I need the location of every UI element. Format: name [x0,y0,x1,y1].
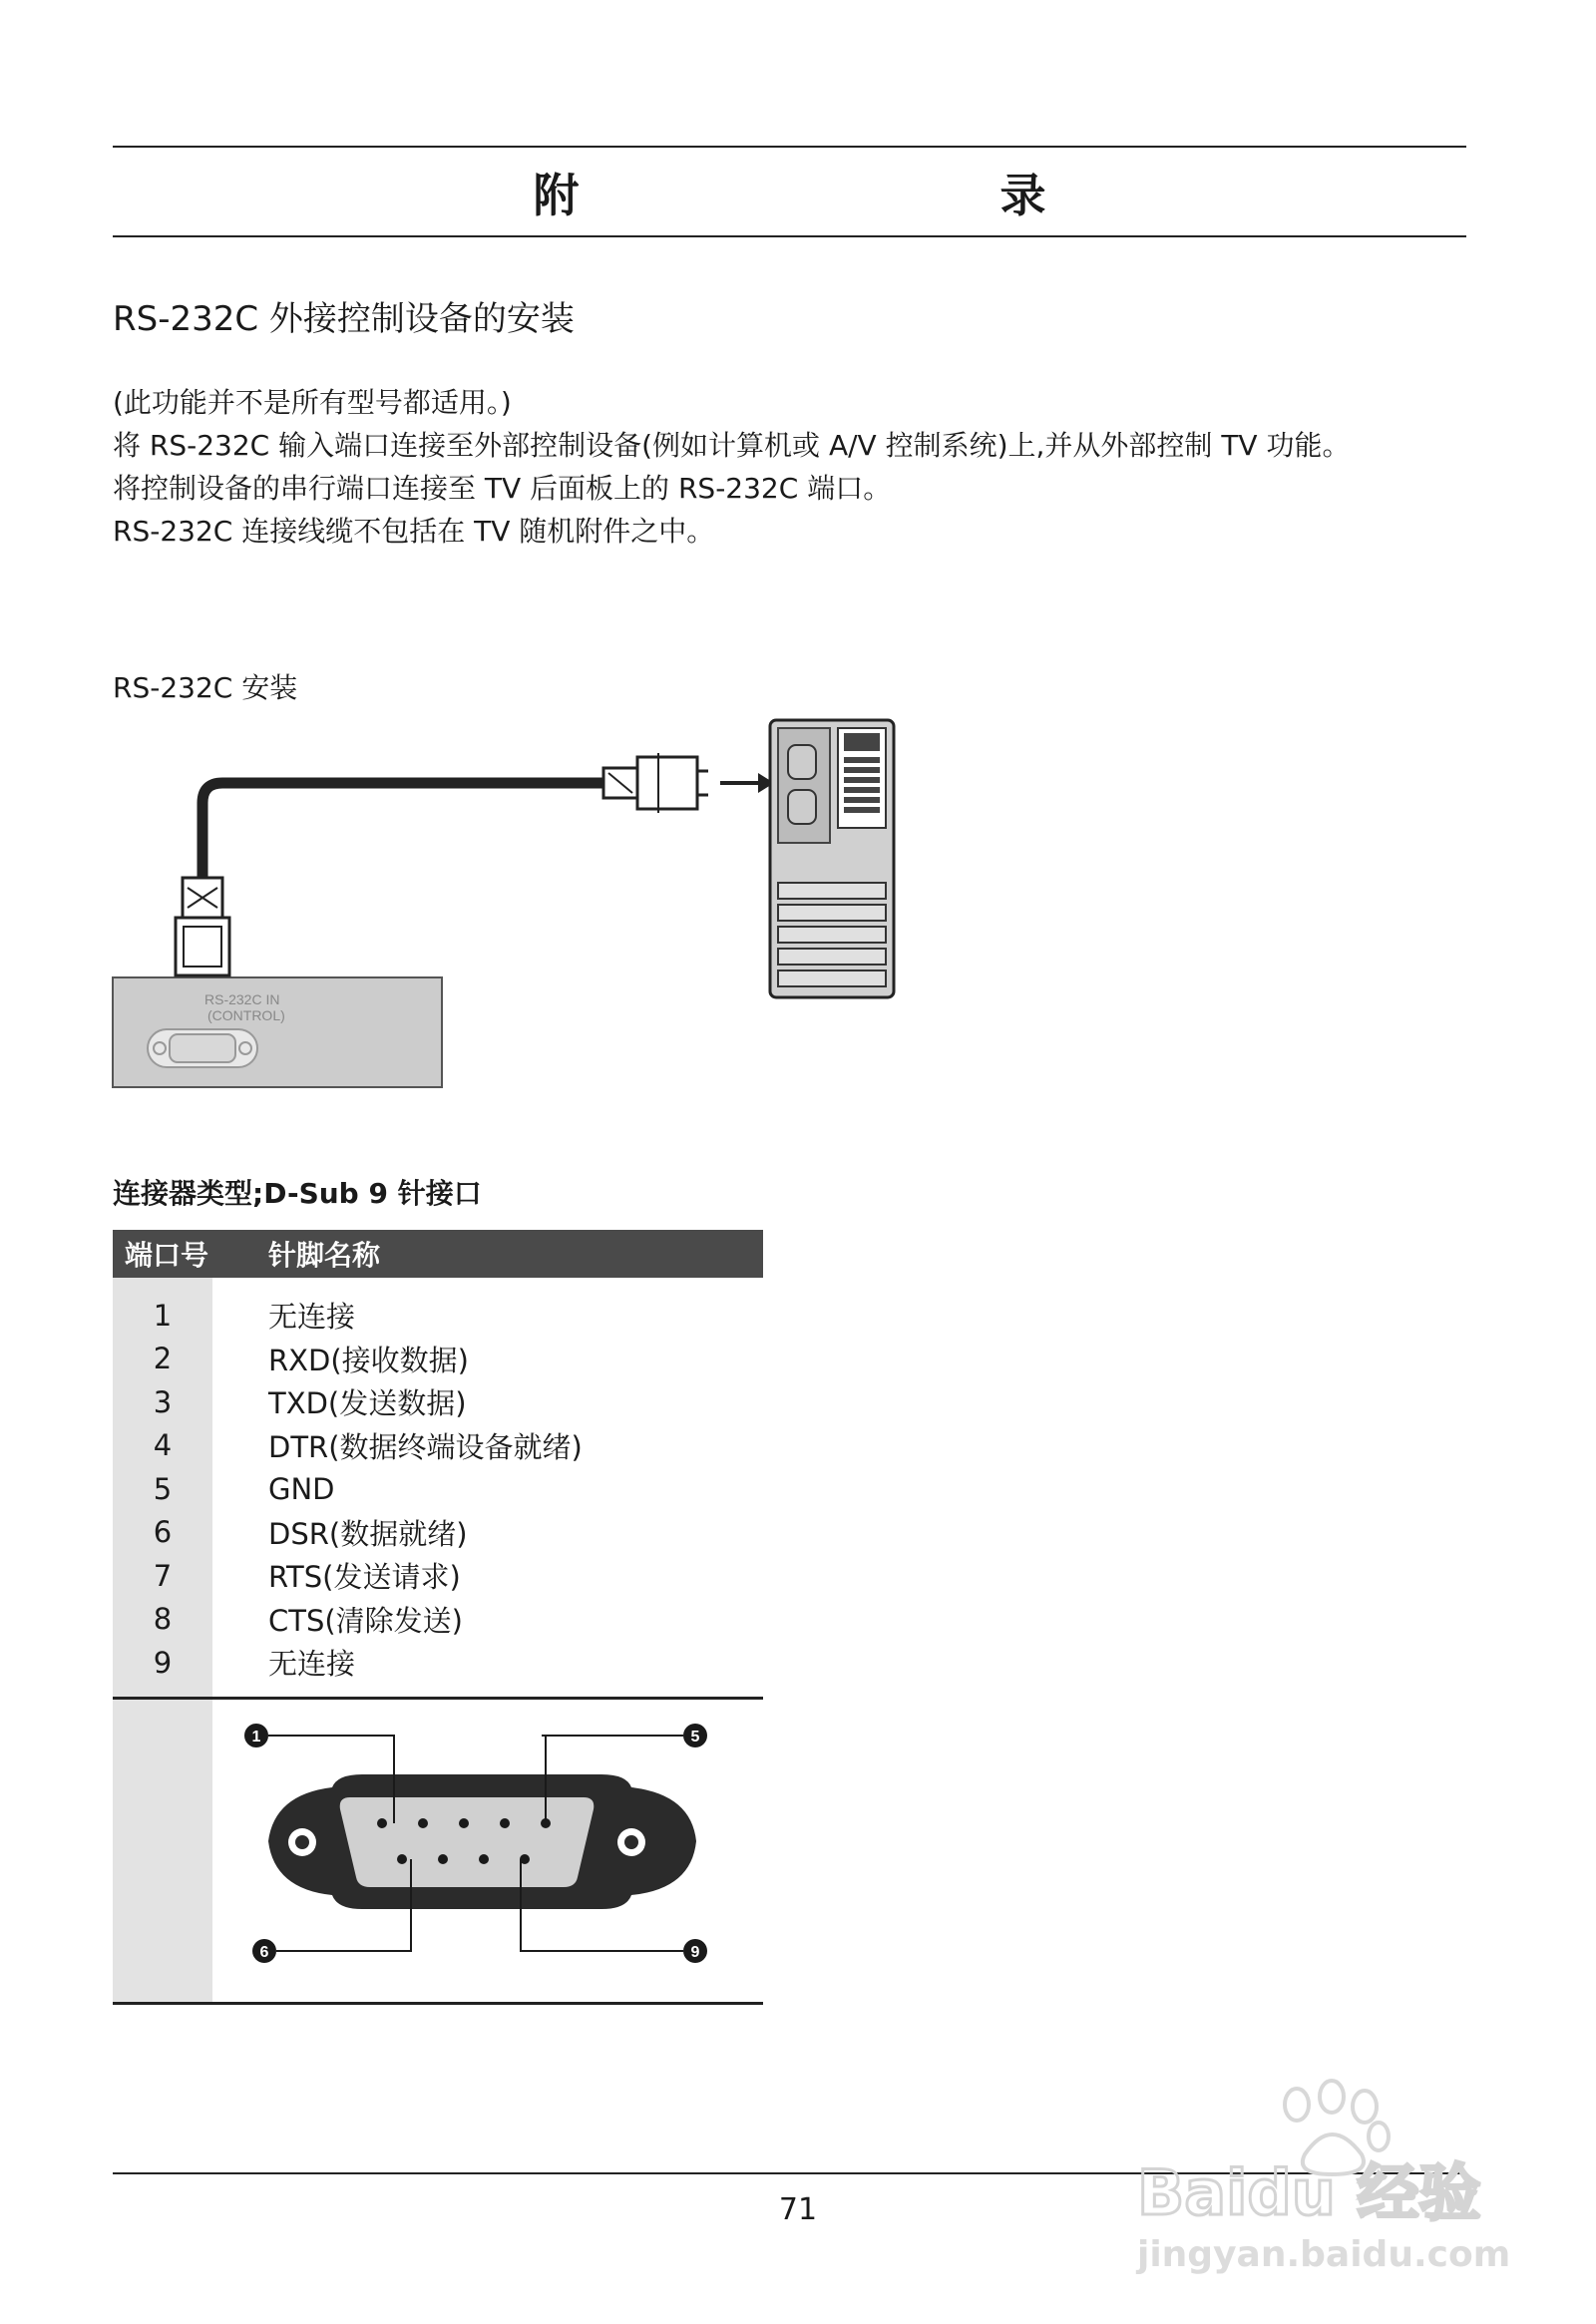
pin-5-marker [683,1724,707,1747]
section-heading: RS-232C 外接控制设备的安装 [113,299,575,339]
pin-assignment-table [113,1230,763,2005]
computer-tower-icon [770,720,894,997]
pin-name: RTS(发送请求) [268,1560,461,1595]
pin-6-marker [252,1939,276,1963]
pin-9-marker [683,1939,707,1963]
port-label: RS-232C IN [204,991,280,1007]
intro-paragraph: 将 RS-232C 输入端口连接至外部控制设备(例如计算机或 A/V 控制系统)上,并从外部控制 TV 功能。 [113,429,1351,462]
pin-number: 6 [113,1511,212,1555]
watermark-url: jingyan.baidu.com [1137,2234,1511,2275]
table-row [113,1338,763,1381]
pin-name: TXD(发送数据) [268,1386,467,1421]
page-number: 71 [778,2192,818,2227]
rs232-in-port-icon [148,1029,257,1067]
table-row [113,1424,763,1468]
pin-name: DTR(数据终端设备就绪) [268,1429,583,1464]
pin-1-marker [244,1724,268,1747]
pin-number: 7 [113,1554,212,1598]
svg-text:1: 1 [251,1728,261,1745]
rs232-installation-diagram [100,713,918,1102]
connector-type-caption: 连接器类型;D-Sub 9 针接口 [113,1177,482,1210]
title-underline [113,235,1466,237]
table-row [113,1467,763,1511]
pin-number: 5 [113,1467,212,1511]
cable-plug-tv-side [176,878,229,975]
dsub9-pinout-diagram [212,1700,761,1995]
install-label: RS-232C 安装 [113,671,298,704]
arrow-right-icon [720,773,774,793]
baidu-jingyan-watermark [1127,2075,1526,2284]
svg-text:6: 6 [259,1943,269,1961]
pin-number: 4 [113,1424,212,1468]
column-header-port: 端口号 [113,1230,212,1278]
table-row [113,1380,763,1424]
intro-note: (此功能并不是所有型号都适用。) [113,386,512,419]
table-row [113,1554,763,1598]
pin-number: 2 [113,1338,212,1381]
svg-text:9: 9 [690,1943,700,1961]
intro-paragraph: 将控制设备的串行端口连接至 TV 后面板上的 RS-232C 端口。 [113,472,892,505]
watermark-brand: Baidu 经验 [1137,2156,1481,2229]
pin-name: CTS(清除发送) [268,1603,463,1638]
pin-name: DSR(数据就绪) [268,1516,468,1551]
intro-text [113,381,1466,553]
page-title: 附 录 [533,169,1156,222]
table-header-row [113,1230,763,1278]
pin-number: 8 [113,1598,212,1642]
table-row [113,1641,763,1698]
pin-name: 无连接 [212,1641,763,1698]
pin-number: 9 [113,1641,212,1698]
intro-paragraph: RS-232C 连接线缆不包括在 TV 随机附件之中。 [113,515,715,548]
port-label: (CONTROL) [207,1007,285,1023]
pin-number: 3 [113,1380,212,1424]
table-row [113,1278,763,1338]
table-row [113,1598,763,1642]
pin-name: RXD(接收数据) [268,1343,469,1377]
svg-text:5: 5 [690,1728,700,1745]
column-header-pin-name: 针脚名称 [212,1230,763,1278]
dsub9-face [340,1797,595,1887]
pin-name: 无连接 [268,1300,356,1335]
pin-name: GND [268,1471,335,1506]
top-rule [113,146,1466,148]
cable-plug-pc-side [603,753,708,813]
serial-cable [202,783,603,933]
pin-number: 1 [113,1278,212,1338]
table-row [113,1511,763,1555]
connector-diagram-row [113,1698,763,2003]
